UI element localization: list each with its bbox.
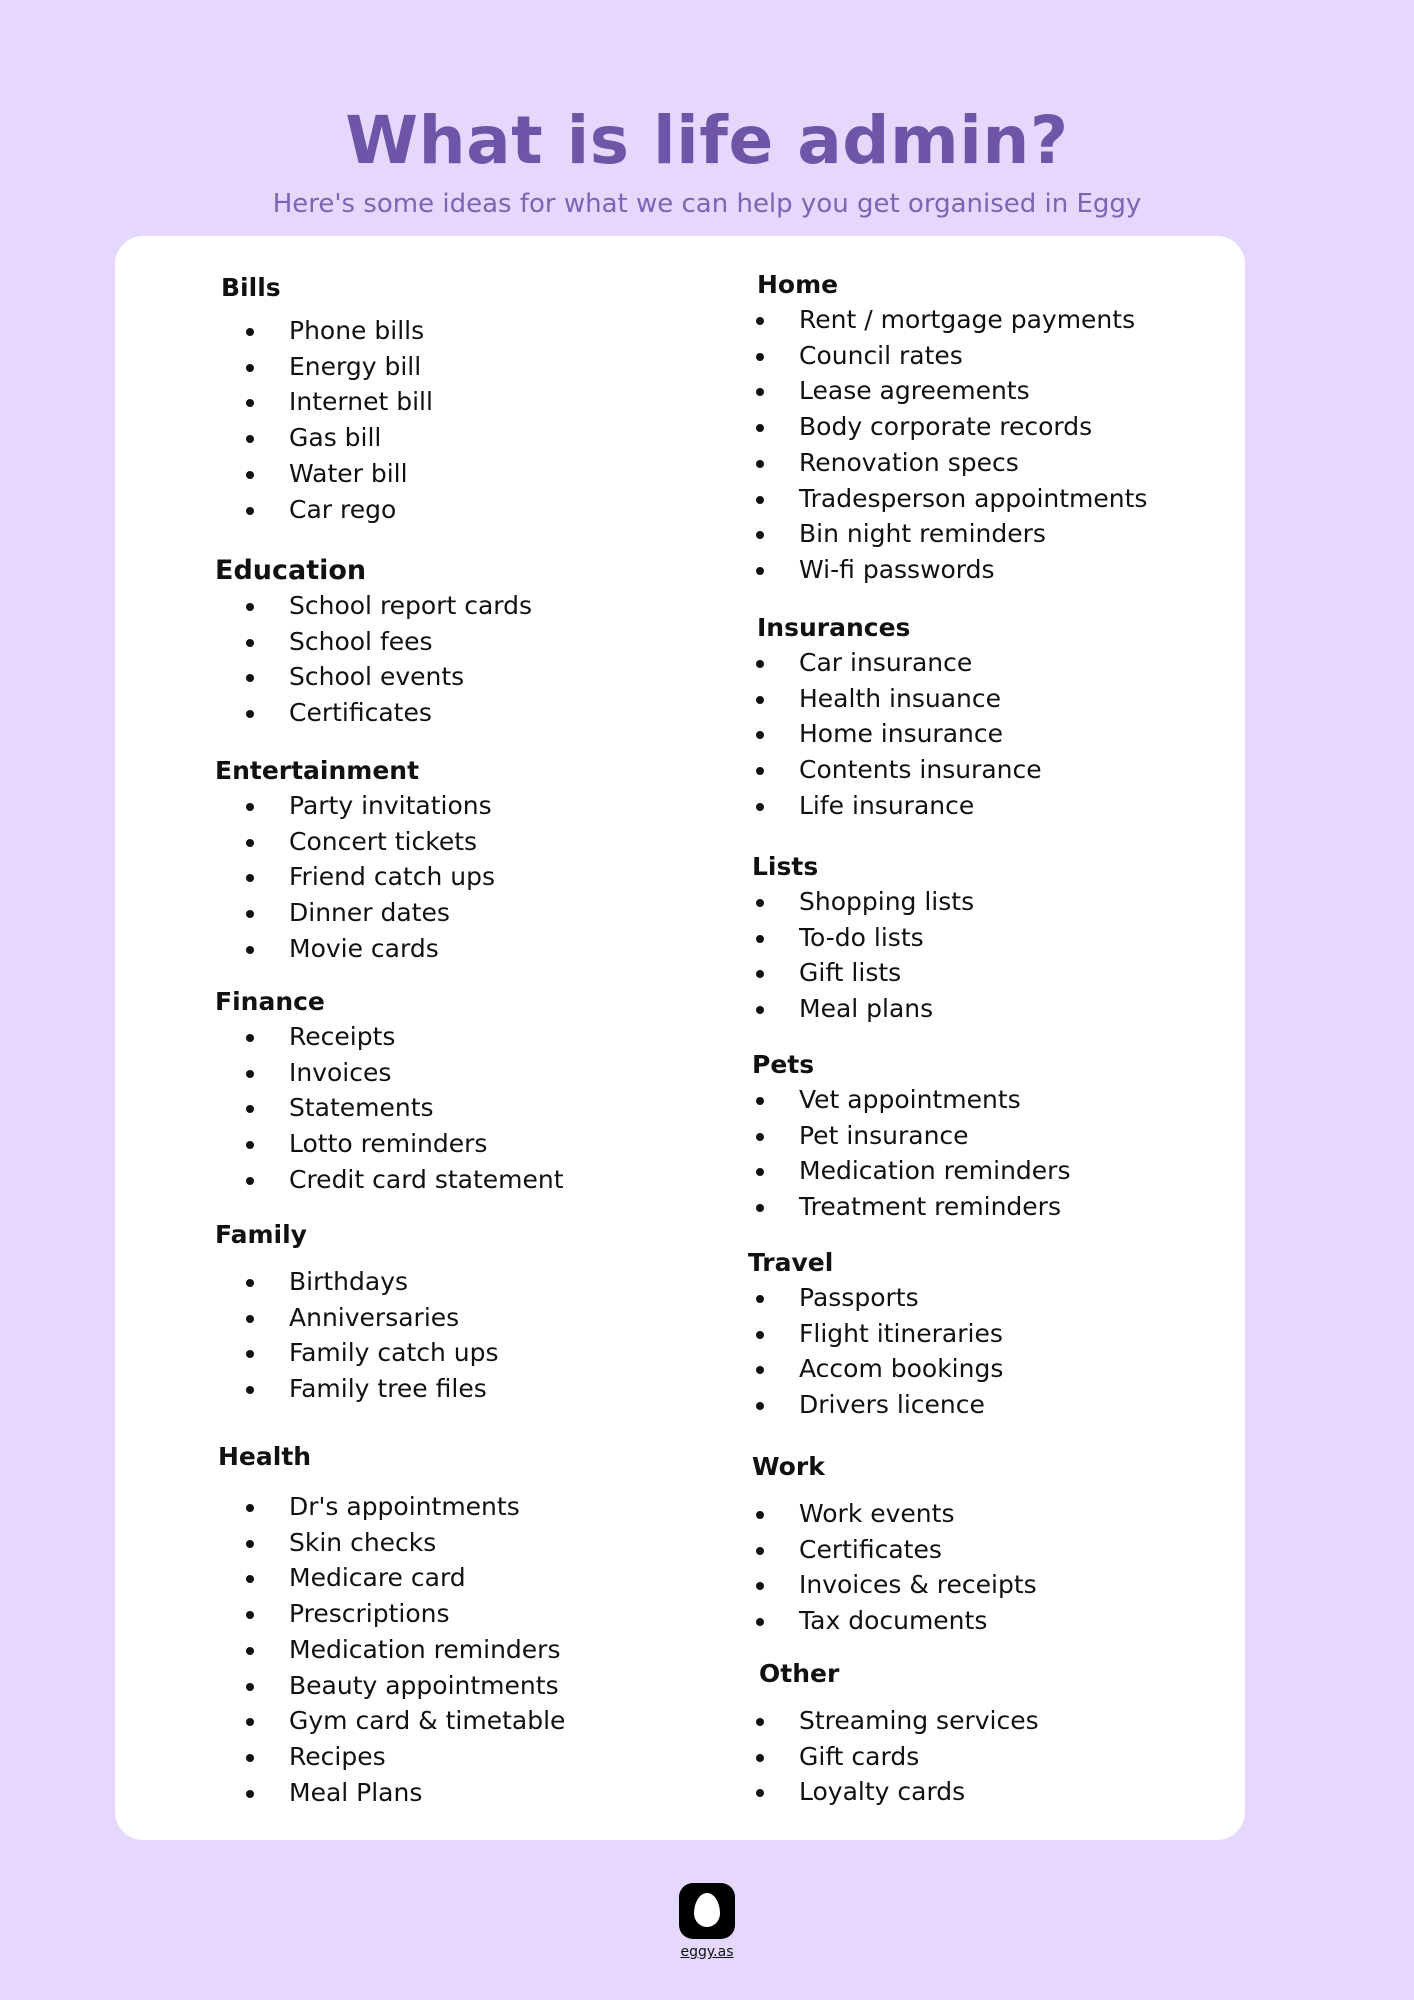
section-pets [752, 1048, 1070, 1225]
list-item: Contents insurance [751, 752, 1042, 788]
page-subtitle: Here's some ideas for what we can help you get organised in Eggy [272, 189, 1142, 219]
egg-logo-icon[interactable] [679, 1883, 735, 1939]
list-item: Accom bookings [751, 1351, 1003, 1387]
list-item: Family tree files [241, 1371, 499, 1407]
list-item: Life insurance [751, 788, 1042, 824]
section-lists [752, 850, 974, 1027]
list-item: Medication reminders [241, 1632, 565, 1668]
list-item: To-do lists [751, 920, 974, 956]
list-item: Dr's appointments [241, 1489, 565, 1525]
list-item: School events [241, 659, 532, 695]
section-heading: Travel [748, 1248, 834, 1277]
list-item: Renovation specs [751, 445, 1147, 481]
list-item: Family catch ups [241, 1335, 499, 1371]
list-item: Party invitations [241, 788, 495, 824]
list-item: Statements [241, 1090, 564, 1126]
page-title: What is life admin? [345, 102, 1069, 179]
list-item: Bin night reminders [751, 516, 1147, 552]
list-item: Energy bill [241, 349, 433, 385]
list-item: Water bill [241, 456, 433, 492]
list-item: Credit card statement [241, 1162, 564, 1198]
list-item: Car insurance [751, 645, 1042, 681]
section-entertainment [215, 754, 495, 967]
list-item: School report cards [241, 588, 532, 624]
list-item: Invoices [241, 1055, 564, 1091]
section-heading: Bills [221, 273, 281, 302]
list-item: Council rates [751, 338, 1147, 374]
list-item: Treatment reminders [751, 1189, 1070, 1225]
list-item: Dinner dates [241, 895, 495, 931]
section-family [215, 1218, 499, 1407]
list-item: Phone bills [241, 313, 433, 349]
egg-shape [694, 1893, 720, 1927]
list-item: Body corporate records [751, 409, 1147, 445]
list-item: Rent / mortgage payments [751, 302, 1147, 338]
list-item: Anniversaries [241, 1300, 499, 1336]
list-item: Health insuance [751, 681, 1042, 717]
footer-link[interactable]: eggy.as [680, 1944, 734, 1960]
list-item: Medicare card [241, 1560, 565, 1596]
list-item: Friend catch ups [241, 859, 495, 895]
list-item: Flight itineraries [751, 1316, 1003, 1352]
list-item: Streaming services [751, 1703, 1039, 1739]
list-item: Wi-fi passwords [751, 552, 1147, 588]
section-finance [215, 985, 564, 1198]
list-item: Passports [751, 1280, 1003, 1316]
section-heading: Health [218, 1442, 312, 1471]
list-item: Meal Plans [241, 1775, 565, 1811]
section-education [215, 554, 532, 731]
list-item: Gas bill [241, 420, 433, 456]
section-travel [748, 1246, 1003, 1423]
content-card [115, 236, 1245, 1840]
section-insurances [757, 611, 1042, 824]
list-item: Pet insurance [751, 1118, 1070, 1154]
section-heading: Work [752, 1452, 825, 1481]
list-item: Birthdays [241, 1264, 499, 1300]
list-item: Car rego [241, 492, 433, 528]
list-item: Concert tickets [241, 824, 495, 860]
list-item: Tax documents [751, 1603, 1037, 1639]
list-item: Gym card & timetable [241, 1703, 565, 1739]
list-item: Shopping lists [751, 884, 974, 920]
list-item: Loyalty cards [751, 1774, 1039, 1810]
section-health [218, 1440, 565, 1810]
list-item: Home insurance [751, 716, 1042, 752]
list-item: Lotto reminders [241, 1126, 564, 1162]
section-heading: Family [215, 1220, 307, 1249]
list-item: Tradesperson appointments [751, 481, 1147, 517]
list-item: School fees [241, 624, 532, 660]
list-item: Internet bill [241, 384, 433, 420]
section-heading: Finance [215, 987, 325, 1016]
list-item: Beauty appointments [241, 1668, 565, 1704]
section-heading: Entertainment [215, 756, 420, 785]
list-item: Receipts [241, 1019, 564, 1055]
list-item: Invoices & receipts [751, 1567, 1037, 1603]
section-heading: Other [759, 1659, 840, 1688]
list-item: Lease agreements [751, 373, 1147, 409]
section-heading: Insurances [757, 613, 911, 642]
section-heading: Home [757, 270, 839, 299]
list-item: Recipes [241, 1739, 565, 1775]
list-item: Work events [751, 1496, 1037, 1532]
list-item: Drivers licence [751, 1387, 1003, 1423]
list-item: Gift cards [751, 1739, 1039, 1775]
list-item: Meal plans [751, 991, 974, 1027]
section-heading: Lists [752, 852, 819, 881]
section-heading: Education [215, 555, 367, 586]
list-item: Certificates [751, 1532, 1037, 1568]
list-item: Movie cards [241, 931, 495, 967]
section-work [752, 1450, 1037, 1639]
list-item: Vet appointments [751, 1082, 1070, 1118]
section-bills [218, 271, 433, 527]
list-item: Gift lists [751, 955, 974, 991]
section-home [757, 268, 1147, 588]
list-item: Medication reminders [751, 1153, 1070, 1189]
list-item: Certificates [241, 695, 532, 731]
list-item: Skin checks [241, 1525, 565, 1561]
section-heading: Pets [752, 1050, 815, 1079]
section-other [759, 1657, 1039, 1810]
list-item: Prescriptions [241, 1596, 565, 1632]
